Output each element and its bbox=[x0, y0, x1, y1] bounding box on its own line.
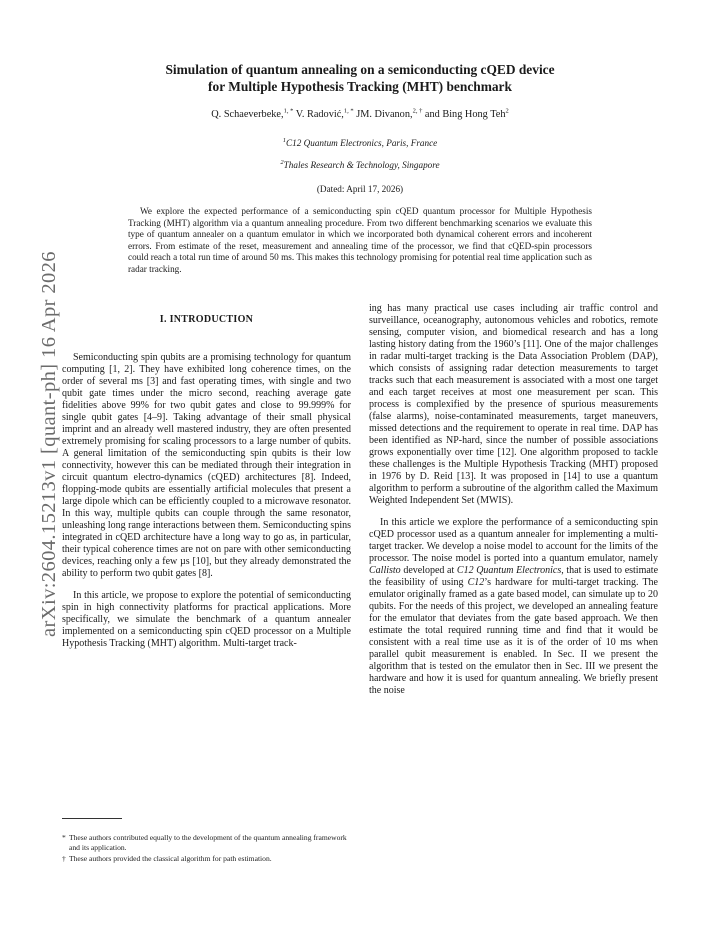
author-2: V. Radović, bbox=[295, 109, 344, 120]
section-heading-introduction: I. INTRODUCTION bbox=[159, 314, 254, 325]
text-run: In this article we explore the performance of a semiconducting spin cQED processor used as a quantum annealer for implementing a multi-target tracker. We develop a noise model to account for the limits of the processor. The noise model is ported into a quantum emulator, namely bbox=[369, 517, 658, 564]
text-run: developed at bbox=[400, 565, 457, 576]
title-line-2: for Multiple Hypothesis Tracking (MHT) benchmark bbox=[208, 79, 512, 94]
affiliation-2-text: Thales Research & Technology, Singapore bbox=[283, 160, 440, 170]
footnote-2-text: These authors provided the classical algorithm for path estimation. bbox=[69, 854, 272, 863]
footnote-2-mark: † bbox=[62, 854, 66, 863]
author-3: JM. Divanon, bbox=[356, 109, 413, 120]
company-name: C12 Quantum Electronics bbox=[456, 565, 562, 576]
affiliation-1 bbox=[60, 137, 660, 149]
author-2-affil: 1, * bbox=[343, 107, 354, 115]
left-column bbox=[62, 352, 351, 650]
right-column bbox=[369, 303, 658, 697]
paper-title bbox=[60, 61, 660, 95]
author-1: Q. Schaeverbeke, bbox=[211, 109, 284, 120]
paragraph: Semiconducting spin qubits are a promising technology for quantum computing [1, 2]. They have exhibited long coherence times, on the order of several ms [3] and fast operating times, with single and two qubit gate times under the micro second, reaching average gate fidelities above 99% for two qubit gates and close to 99.999% for single qubit gates [4–9]. Taking advantage of their small physical imprint and an already well mastered industry, they are often presented extremely promising for scaling processors to a large number of qubits. A general limitation of the semiconducting spin qubits is their low connectivity, however this can be mediated through their integration in circuit quantum electro-dynamics (cQED) architectures [8]. Indeed, flopping-mode qubits are essentially artificial molecules that present a large dipole which can be efficiently coupled to a microwave resonator. In this way, multiple qubits can couple through the same resonator, unleashing long range interactions between them. Semiconducting spins integrated in cQED architecture have a long way to go as, in particular, their typical coherence times are not on pare with other semiconducting devices, reaching only a few µs [10], but they already demonstrated the ability to perform two qubit gates [8]. bbox=[62, 352, 351, 579]
author-1-affil: 1, * bbox=[283, 107, 294, 115]
text-run: ’s hardware for multi-target tracking. The emulator originally framed as a gate based model, can simulate up to 20 qubits. For the needs of this project, we developed an annealing feature for the emulator that deviates from the gate based approach. We then estimate the total required running time and find that it would be consistent with a real time use as it is of the order of 10 ms when parallel qubit measurement is enabled. In Sec. II we present the algorithm that is tested on the emulator then in Sec. III we present the hardware and how it is used for quantum annealing. We briefly present the noise bbox=[369, 577, 658, 696]
affiliation-2 bbox=[60, 159, 660, 171]
company-name: C12 bbox=[467, 577, 485, 588]
paragraph: ing has many practical use cases including air traffic control and surveillance, oceanography, autonomous vehicles and robotics, remote sensing, computer vision, and biomedical research and has a long lasting history dating from the 1960’s [11]. One of the major challenges in radar multi-target tracking is the Data Association Problem (DAP), which consists of assigning radar detection measurements to target tracks such that each measurement is associated with a most one target and each target receives at most one measurement per scan. This process is complexified by the presence of spurious measurements (false alarms), noise-contaminated measurements, target maneuvers, missed detections and the requirement to operate in real time. DAP has been identified as NP-hard, since the number of possible associations grows exponentially over time [12]. One algorithm proposed to tackle these challenges is the Multiple Hypothesis Tracking (MHT) proposed in 1976 by D. Reid [13]. It was proposed in [14] to use a quantum algorithm to perform a subroutine of the algorithm called the Maximum Weighted Independent Set (MWIS). bbox=[369, 303, 658, 506]
footnote-1 bbox=[62, 833, 351, 852]
author-4: and Bing Hong Teh bbox=[424, 109, 506, 120]
title-line-1: Simulation of quantum annealing on a semiconducting cQED device bbox=[165, 62, 555, 77]
emulator-name: Callisto bbox=[369, 565, 401, 576]
affiliation-2-number: 2 bbox=[280, 158, 284, 166]
abstract: We explore the expected performance of a semiconducting spin cQED quantum processor for Multiple Hypothesis Tracking (MHT) algorithm via a quantum annealing procedure. From two different benchmarking scenarios we evaluate this type of quantum annealer on a quantum emulator in which we incorporated both dynamical coherent errors and incoherent errors. From estimate of the reset, measurement and annealing time of the processor, we find that cQED-spin processors could reach a total run time of around 50 ms. This makes this technology promising for potential real time application such as radar tracking. bbox=[128, 206, 592, 274]
footnote-1-mark: * bbox=[62, 833, 66, 842]
arxiv-identifier: arXiv:2604.15213v1 [quant-ph] 16 Apr 2026 bbox=[38, 251, 60, 637]
date-line: (Dated: April 17, 2026) bbox=[316, 184, 404, 194]
text-run: , that is used to estimate the feasibility of using bbox=[369, 565, 659, 588]
paragraph bbox=[369, 517, 658, 697]
author-4-affil: 2 bbox=[505, 107, 509, 115]
footnote-1-text: These authors contributed equally to the development of the quantum annealing framework and its application. bbox=[69, 833, 347, 852]
affiliation-1-number: 1 bbox=[282, 136, 286, 144]
affiliation-1-text: C12 Quantum Electronics, Paris, France bbox=[286, 138, 438, 148]
author-3-affil: 2, † bbox=[412, 107, 423, 115]
footnote-2 bbox=[62, 854, 351, 864]
footnote-rule bbox=[62, 818, 122, 819]
paragraph: In this article, we propose to explore the potential of semiconducting spin in high connectivity platforms for practical applications. More specifically, we simulate the benchmark of a quantum annealer implemented on a semiconducting spin cQED processor on a Multiple Hypothesis Tracking (MHT) algorithm. Multi-target track- bbox=[62, 590, 351, 649]
author-list bbox=[60, 108, 660, 121]
